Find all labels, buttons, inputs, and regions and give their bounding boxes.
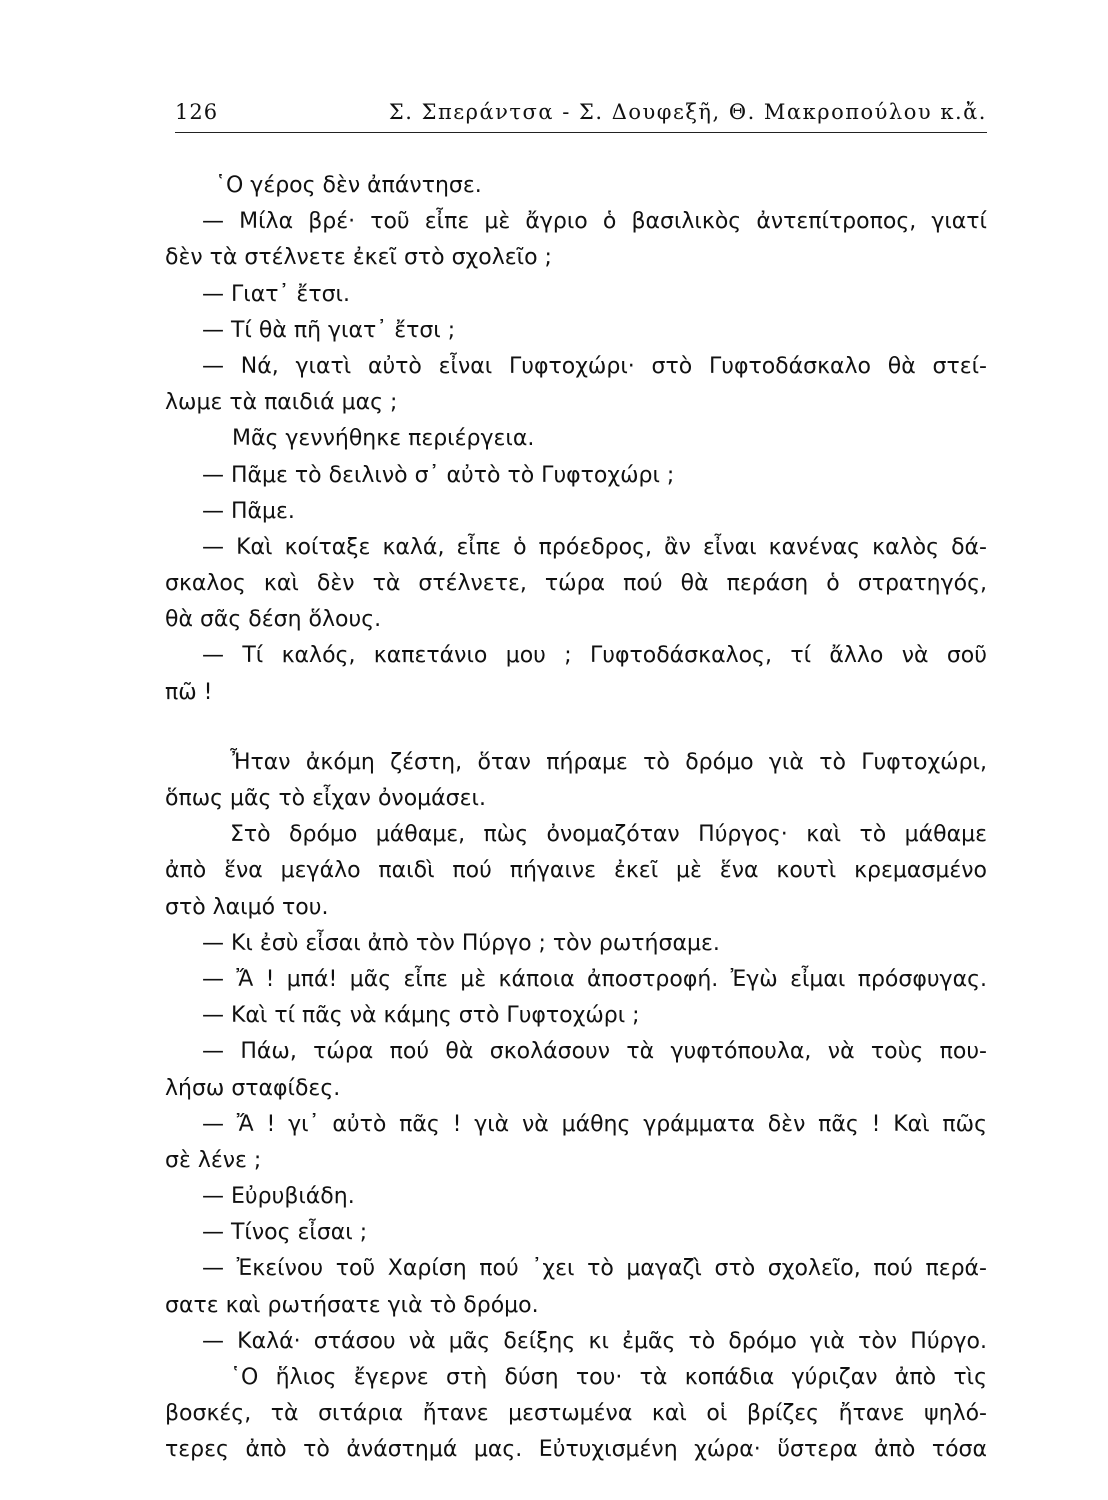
text-line: στὸ λαιμό του. <box>165 894 329 920</box>
page-header <box>175 98 987 133</box>
text-line: λωμε τὰ παιδιά μας ; <box>165 390 398 416</box>
text-line: — Πάω, τώρα πού θὰ σκολάσουν τὰ γυφτόπουλα, νὰ τοὺς που- <box>202 1039 987 1065</box>
text-line: — Πᾶμε τὸ δειλινὸ σ᾽ αὐτὸ τὸ Γυφτοχώρι ; <box>202 462 675 488</box>
text-line: — Τίνος εἶσαι ; <box>202 1220 368 1246</box>
page-number: 126 <box>175 100 219 124</box>
body-text <box>165 168 987 1469</box>
text-line: — Πᾶμε. <box>202 498 295 524</box>
text-line: — Καὶ κοίταξε καλά, εἶπε ὁ πρόεδρος, ἂν εἶναι κανένας καλὸς δά- <box>202 534 987 560</box>
text-line: θὰ σᾶς δέση ὅλους. <box>165 607 382 633</box>
text-line: Ἦταν ἀκόμη ζέστη, ὅταν πήραμε τὸ δρόμο γιὰ τὸ Γυφτοχώρι, <box>230 749 987 775</box>
text-line: — Γιατ᾽ ἔτσι. <box>202 281 350 307</box>
text-line: — Κι ἐσὺ εἶσαι ἀπὸ τὸν Πύργο ; τὸν ρωτήσαμε. <box>202 930 720 956</box>
text-line: — Νά, γιατὶ αὐτὸ εἶναι Γυφτοχώρι· στὸ Γυφτοδάσκαλο θὰ στεί- <box>202 353 987 379</box>
text-line: Στὸ δρόμο μάθαμε, πὼς ὀνομαζόταν Πύργος· καὶ τὸ μάθαμε <box>230 822 987 848</box>
text-line: σατε καὶ ρωτήσατε γιὰ τὸ δρόμο. <box>165 1292 539 1318</box>
text-line: ὅπως μᾶς τὸ εἶχαν ὀνομάσει. <box>165 786 486 811</box>
text-line: — Μίλα βρέ· τοῦ εἶπε μὲ ἄγριο ὁ βασιλικὸς ἀντεπίτροπος, γιατί <box>202 209 987 235</box>
text-line: ῾Ο ἥλιος ἔγερνε στὴ δύση του· τὰ κοπάδια γύριζαν ἀπὸ τὶς <box>230 1365 987 1390</box>
text-line: — Ἄ ! μπά! μᾶς εἶπε μὲ κάποια ἀποστροφή. Ἐγὼ εἶμαι πρόσφυγας. <box>202 966 987 992</box>
text-line: — Τί θὰ πῆ γιατ᾽ ἔτσι ; <box>202 317 456 343</box>
text-line: ῾Ο γέρος δὲν ἀπάντησε. <box>215 173 482 198</box>
text-line: τερες ἀπὸ τὸ ἀνάστημά μας. Εὐτυχισμένη χώρα· ὕστερα ἀπὸ τόσα <box>165 1437 987 1463</box>
text-line: λήσω σταφίδες. <box>165 1075 341 1101</box>
text-line: — Εὐρυβιάδη. <box>202 1184 355 1210</box>
text-line: ἀπὸ ἕνα μεγάλο παιδὶ πού πήγαινε ἐκεῖ μὲ ἕνα κουτὶ κρεμασμένο <box>165 858 987 884</box>
text-line: σὲ λένε ; <box>165 1147 262 1173</box>
text-line: — Ἐκείνου τοῦ Χαρίση πού ᾽χει τὸ μαγαζὶ στὸ σχολεῖο, πού περά- <box>202 1256 987 1282</box>
text-line: σκαλος καὶ δὲν τὰ στέλνετε, τώρα πού θὰ περάση ὁ στρατηγός, <box>165 571 987 597</box>
text-line: — Καὶ τί πᾶς νὰ κάμης στὸ Γυφτοχώρι ; <box>202 1003 640 1029</box>
running-title: Σ. Σπεράντσα - Σ. Δουφεξῆ, Θ. Μακροπούλου κ.ἄ. <box>388 100 987 124</box>
text-line: Μᾶς γεννήθηκε περιέργεια. <box>232 426 535 452</box>
text-line: — Ἄ ! γι᾽ αὐτὸ πᾶς ! γιὰ νὰ μάθης γράμματα δὲν πᾶς ! Καὶ πῶς <box>202 1111 987 1137</box>
text-line: δὲν τὰ στέλνετε ἐκεῖ στὸ σχολεῖο ; <box>165 245 552 271</box>
text-line: πῶ ! <box>165 679 213 705</box>
text-line: βοσκές, τὰ σιτάρια ἤτανε μεστωμένα καὶ οἱ βρίζες ἤτανε ψηλό- <box>165 1401 987 1427</box>
text-line: — Καλά· στάσου νὰ μᾶς δείξης κι ἐμᾶς τὸ δρόμο γιὰ τὸν Πύργο. <box>202 1328 987 1354</box>
text-line: — Τί καλός, καπετάνιο μου ; Γυφτοδάσκαλος, τί ἄλλο νὰ σοῦ <box>202 643 987 669</box>
